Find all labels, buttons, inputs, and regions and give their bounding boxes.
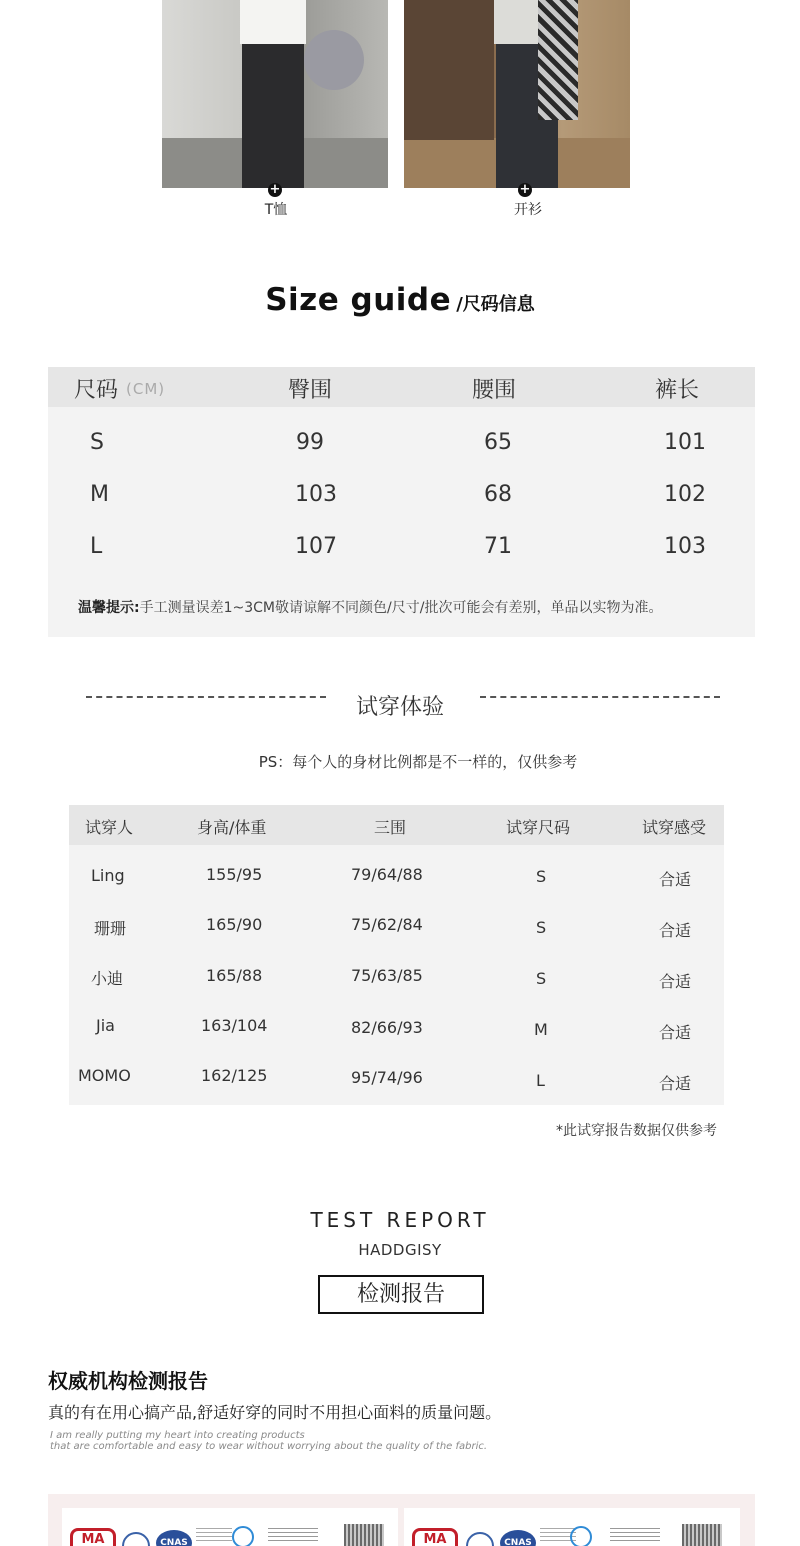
- feeling: 合适: [659, 870, 692, 889]
- fine-print-icon: [268, 1528, 318, 1544]
- feeling: 合适: [659, 1074, 692, 1093]
- test-report-title: TEST REPORT: [310, 1208, 490, 1232]
- plus-icon[interactable]: +: [269, 182, 281, 197]
- size-note-label: 温馨提示:: [78, 600, 140, 616]
- counter-shape: [404, 0, 494, 140]
- pants-shape: [242, 40, 304, 188]
- try-size: S: [536, 918, 547, 937]
- test-report-button[interactable]: 检测报告: [318, 1275, 484, 1314]
- length-cell: 101: [664, 430, 706, 455]
- measurements: 79/64/88: [351, 865, 423, 884]
- tshirt-shape: [240, 0, 306, 44]
- header-feeling: 试穿感受: [642, 818, 707, 837]
- height-weight: 165/90: [206, 915, 263, 934]
- qr-code-icon: [682, 1524, 722, 1546]
- authority-subtitle: 真的有在用心搞产品,舒适好穿的同时不用担心面料的质量问题。: [48, 1403, 502, 1422]
- sweater-shape: [304, 30, 364, 90]
- seal-icon: [232, 1526, 254, 1546]
- header-waist: 腰围: [472, 378, 517, 403]
- waist-cell: 65: [484, 430, 512, 455]
- outfit-photo-cardigan[interactable]: [404, 0, 630, 188]
- header-length: 裤长: [655, 378, 700, 403]
- outfit-label-cardigan: 开衫: [514, 202, 542, 218]
- try-on-table: [69, 805, 724, 1105]
- header-try-size: 试穿尺码: [506, 818, 571, 837]
- certificate-card[interactable]: [404, 1508, 740, 1546]
- try-size: M: [534, 1020, 548, 1039]
- height-weight: 155/95: [206, 865, 263, 884]
- feeling: 合适: [659, 1023, 692, 1042]
- size-table: [48, 367, 755, 637]
- length-cell: 102: [664, 482, 706, 507]
- waist-cell: 71: [484, 534, 512, 559]
- authority-title: 权威机构检测报告: [48, 1369, 208, 1393]
- authority-en-line1: I am really putting my heart into creating products: [50, 1430, 305, 1441]
- waist-cell: 68: [484, 482, 512, 507]
- qr-code-icon: [344, 1524, 384, 1546]
- length-cell: 103: [664, 534, 706, 559]
- cma-circle-icon: [122, 1532, 150, 1546]
- plus-icon[interactable]: +: [519, 182, 531, 197]
- size-guide-title-en: Size guide: [265, 282, 452, 318]
- cnas-logo-icon: CNAS: [156, 1530, 192, 1546]
- try-size: S: [536, 867, 547, 886]
- hip-cell: 107: [295, 534, 337, 559]
- fine-print-icon: [196, 1528, 232, 1542]
- try-on-disclaimer: *此试穿报告数据仅供参考: [556, 1123, 717, 1139]
- header-measurements: 三围: [374, 818, 407, 837]
- size-cell: S: [90, 430, 104, 455]
- brand-name: HADDGISY: [358, 1241, 442, 1259]
- certificate-card[interactable]: [62, 1508, 398, 1546]
- hip-cell: 99: [296, 430, 324, 455]
- feeling: 合适: [659, 921, 692, 940]
- size-guide-title: [0, 282, 800, 318]
- tester-name: 小迪: [91, 969, 124, 988]
- size-table-header: [48, 367, 755, 407]
- try-size: L: [536, 1071, 545, 1090]
- header-height-weight: 身高/体重: [197, 818, 267, 837]
- size-note-text: 手工测量误差1~3CM敬请谅解不同颜色/尺寸/批次可能会有差别，单品以实物为准。: [139, 600, 663, 616]
- ma-logo-icon: MA: [412, 1528, 458, 1546]
- tester-name: Ling: [91, 866, 125, 885]
- hip-cell: 103: [295, 482, 337, 507]
- height-weight: 163/104: [201, 1016, 268, 1035]
- seal-icon: [570, 1526, 592, 1546]
- fine-print-icon: [610, 1528, 660, 1544]
- try-on-title: 试穿体验: [355, 695, 444, 720]
- size-note: [78, 597, 662, 617]
- measurements: 75/62/84: [351, 915, 423, 934]
- header-unit: (CM): [126, 380, 166, 398]
- ma-logo-icon: MA: [70, 1528, 116, 1546]
- scarf-shape: [538, 0, 578, 120]
- size-cell: L: [90, 534, 103, 559]
- try-on-ps: PS：每个人的身材比例都是不一样的，仅供参考: [258, 753, 578, 771]
- tester-name: Jia: [96, 1016, 115, 1035]
- height-weight: 165/88: [206, 966, 263, 985]
- cnas-logo-icon: CNAS: [500, 1530, 536, 1546]
- tester-name: MOMO: [78, 1066, 131, 1085]
- measurements: 82/66/93: [351, 1018, 423, 1037]
- height-weight: 162/125: [201, 1066, 268, 1085]
- measurements: 75/63/85: [351, 966, 423, 985]
- outfit-label-tshirt: T恤: [264, 202, 288, 218]
- outfit-photo-tshirt[interactable]: [162, 0, 388, 188]
- authority-en-line2: that are comfortable and easy to wear without worrying about the quality of the fabric.: [50, 1441, 488, 1452]
- try-on-table-header: [69, 805, 724, 845]
- tester-name: 珊珊: [94, 919, 127, 938]
- size-guide-title-cn: /尺码信息: [456, 294, 535, 315]
- measurements: 95/74/96: [351, 1068, 423, 1087]
- size-cell: M: [90, 482, 109, 507]
- try-size: S: [536, 969, 547, 988]
- header-hip: 臀围: [288, 378, 333, 403]
- cma-circle-icon: [466, 1532, 494, 1546]
- header-tester: 试穿人: [85, 818, 134, 837]
- header-size: 尺码: [74, 378, 119, 403]
- feeling: 合适: [659, 972, 692, 991]
